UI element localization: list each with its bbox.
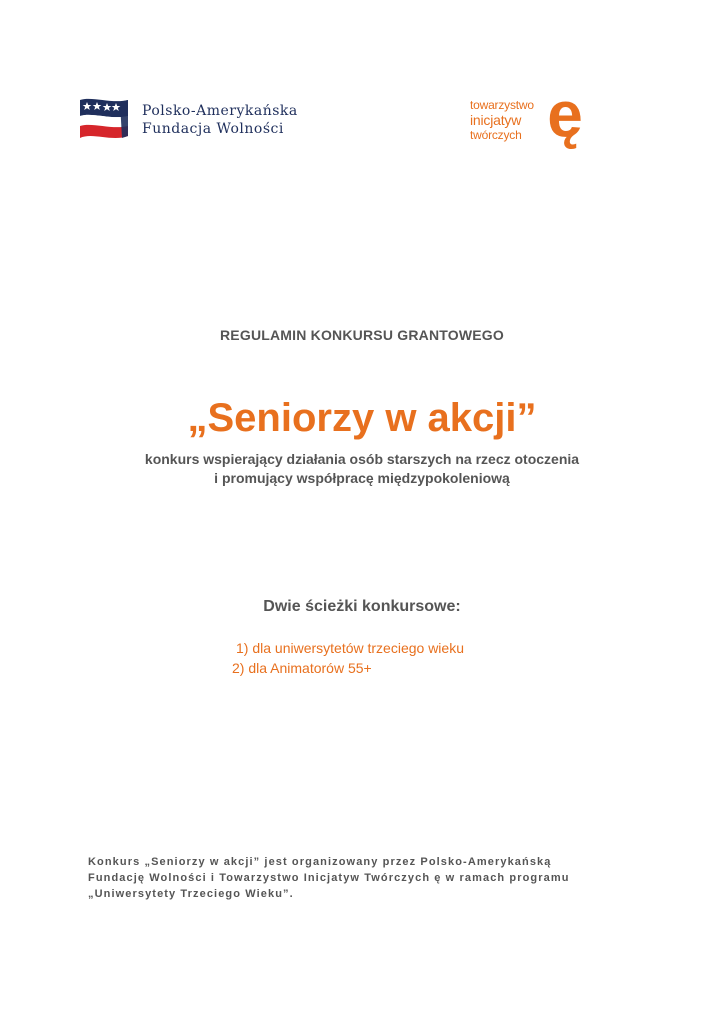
footer-note bbox=[88, 854, 688, 902]
paths-list bbox=[232, 638, 464, 678]
pafw-name-line1: Polsko-Amerykańska bbox=[142, 103, 298, 119]
list-item: 1) dla uniwersytetów trzeciego wieku bbox=[236, 640, 464, 656]
subtitle-line1: konkurs wspierający działania osób starszych na rzecz otoczenia bbox=[144, 451, 580, 467]
list-item: 2) dla Animatorów 55+ bbox=[232, 660, 372, 676]
footer-line: Konkurs „Seniorzy w akcji” jest organizowany przez Polsko-Amerykańską bbox=[88, 856, 552, 868]
tit-name-line1: towarzystwo bbox=[470, 98, 534, 112]
e-ogonek-logo-icon bbox=[538, 84, 592, 162]
tit-logo bbox=[470, 84, 592, 162]
tit-name bbox=[470, 98, 534, 142]
subtitle bbox=[0, 450, 724, 488]
tit-name-line2: inicjatyw bbox=[470, 112, 522, 128]
pafw-name bbox=[142, 102, 298, 138]
subtitle-line2: i promujący współpracę międzypokoleniową bbox=[214, 470, 510, 486]
paths-heading: Dwie ścieżki konkursowe: bbox=[263, 598, 461, 615]
document-type-label: REGULAMIN KONKURSU GRANTOWEGO bbox=[220, 327, 504, 343]
footer-line: Fundację Wolności i Towarzystwo Inicjatyw Twórczych ę w ramach programu bbox=[88, 872, 570, 884]
pafw-logo bbox=[78, 96, 298, 144]
e-ogonek-glyph: ę bbox=[547, 84, 583, 150]
pafw-name-line2: Fundacja Wolności bbox=[142, 121, 284, 137]
flag-stars-icon bbox=[78, 96, 130, 144]
footer-line: „Uniwersytety Trzeciego Wieku”. bbox=[88, 888, 294, 900]
page-title: „Seniorzy w akcji” bbox=[187, 396, 537, 440]
tit-name-line3: twórczych bbox=[470, 128, 522, 142]
